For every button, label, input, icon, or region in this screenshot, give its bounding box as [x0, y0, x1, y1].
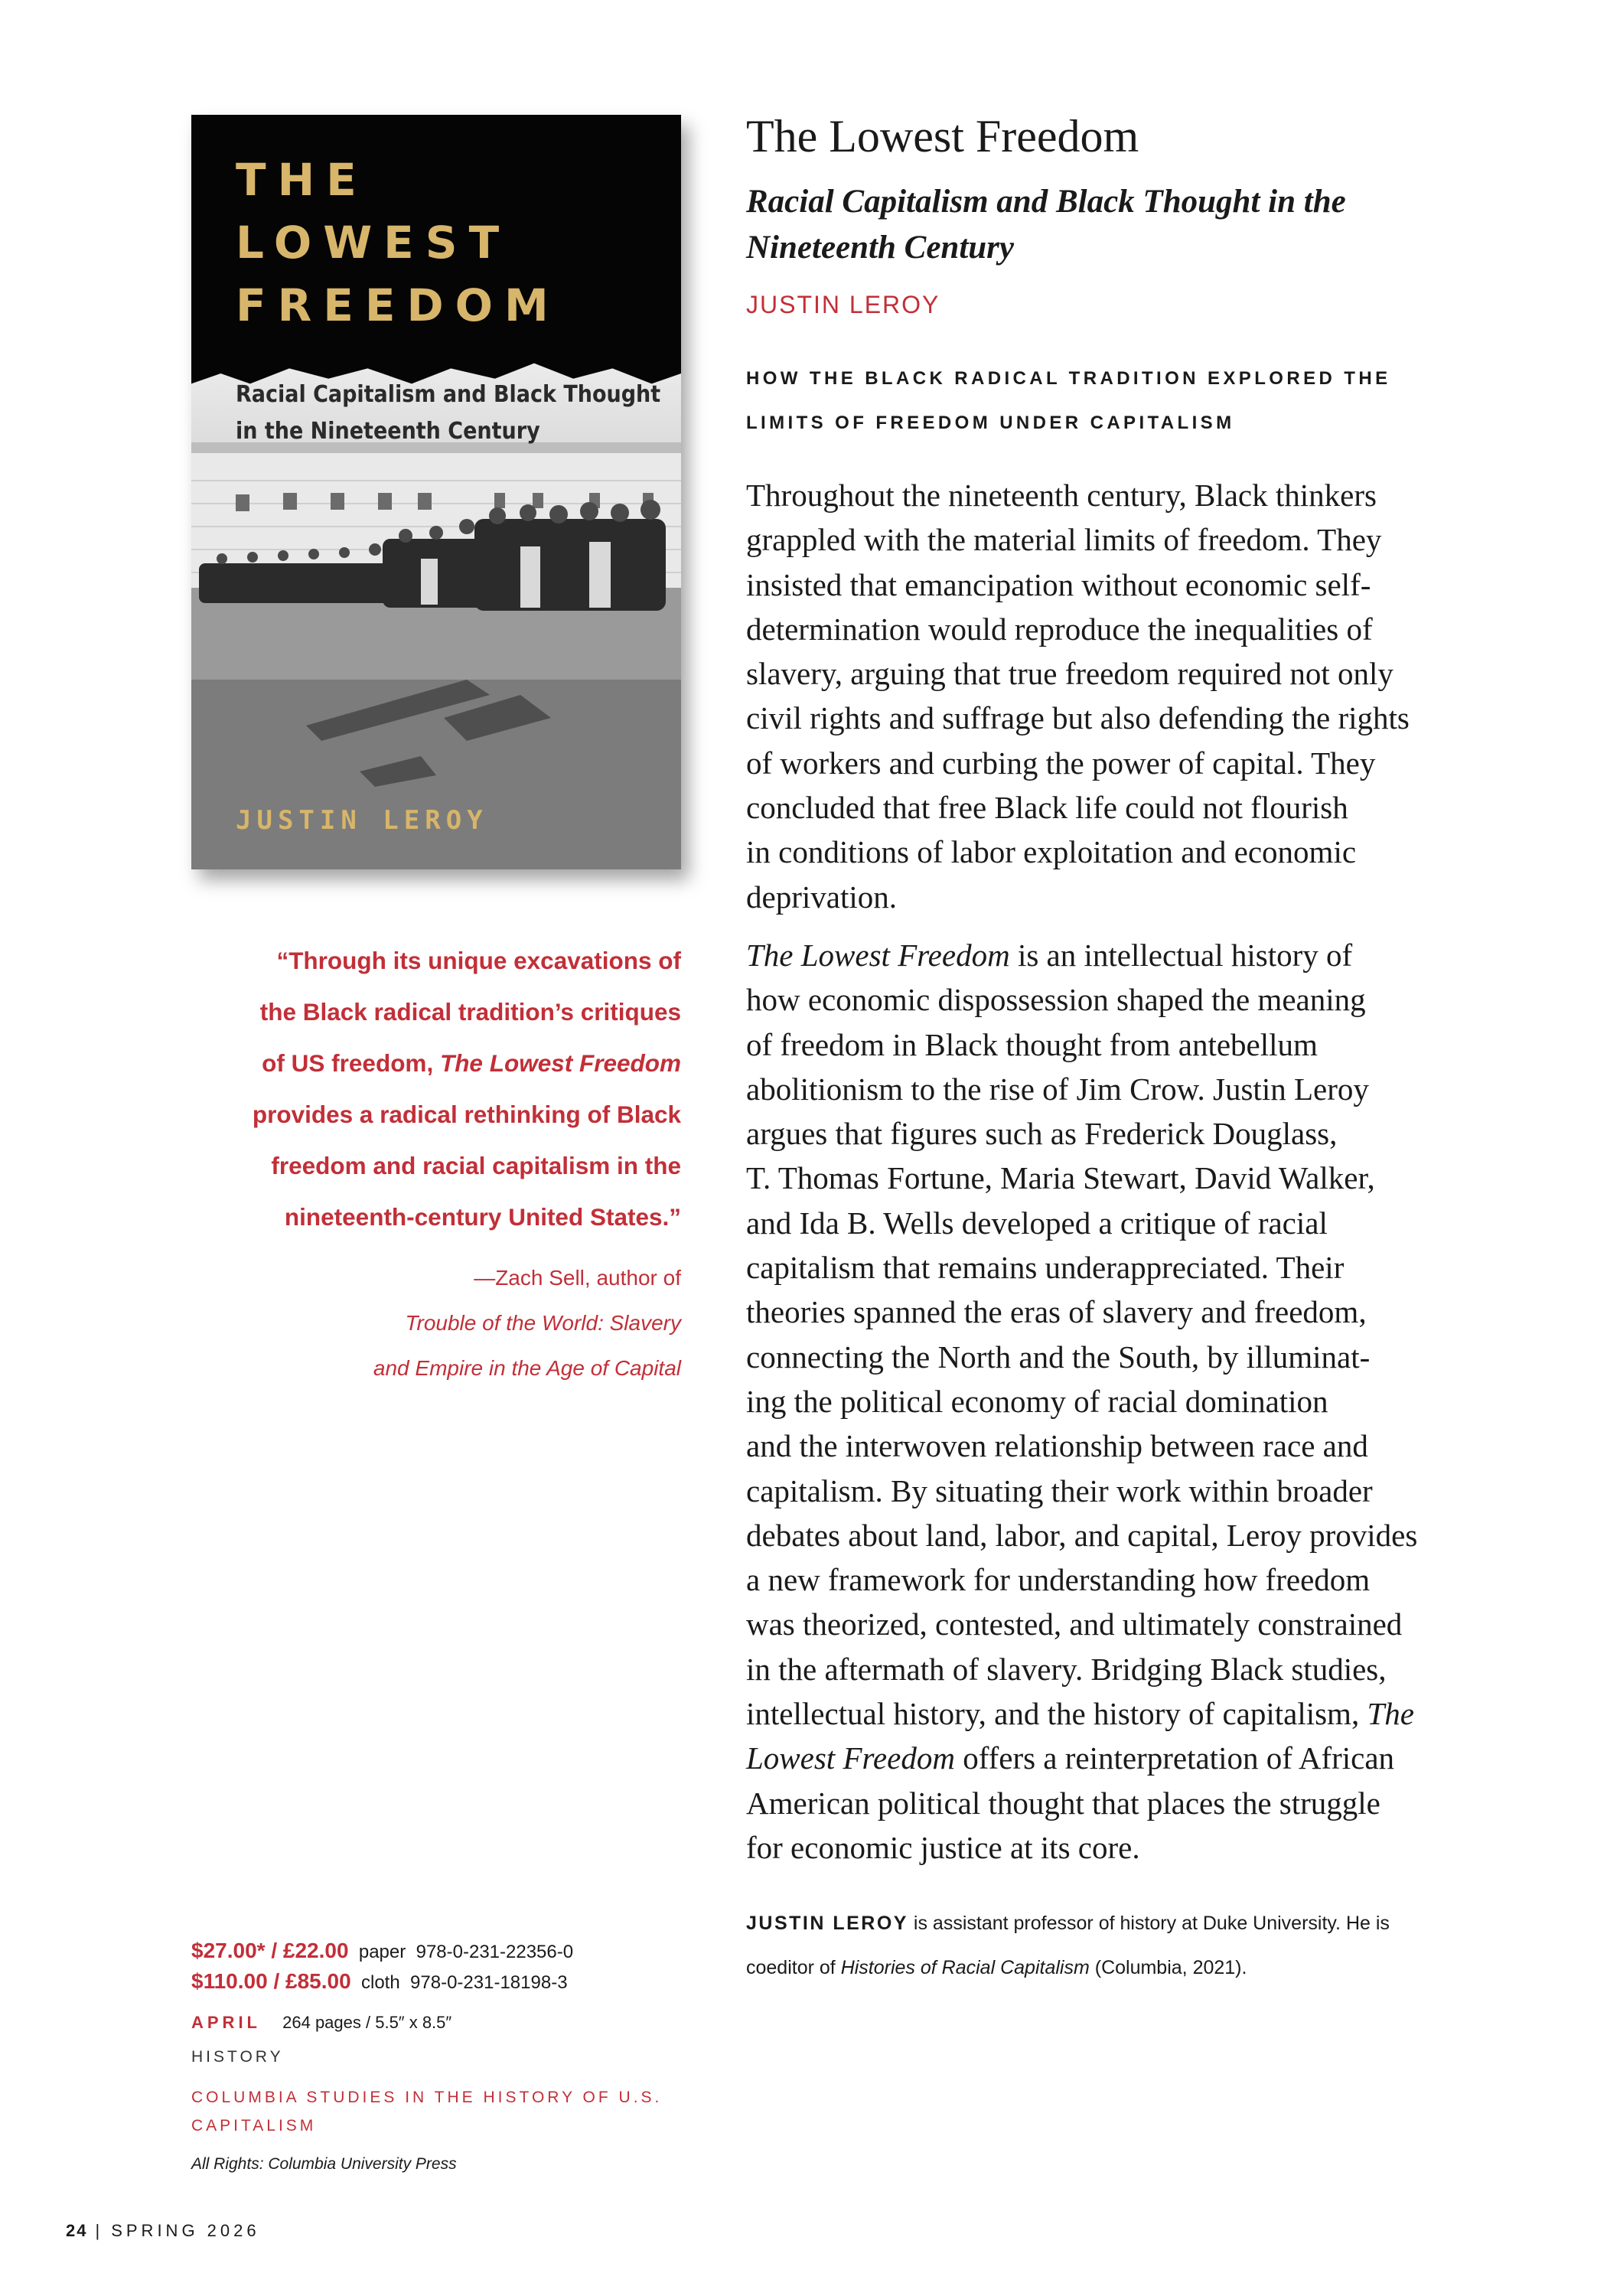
text-line: insisted that emancipation without economic self- [746, 566, 1371, 602]
text-line: slavery, arguing that true freedom required not only [746, 656, 1393, 692]
text-line: and the interwoven relationship between race and [746, 1428, 1368, 1464]
text-line [746, 1736, 1465, 1780]
text-fragment: offers a reinterpretation of African [954, 1740, 1395, 1776]
cover-title-line: THE [236, 154, 368, 206]
pull-quote [191, 935, 681, 1243]
text-line: ing the political economy of racial domination [746, 1383, 1328, 1419]
series-name [191, 2083, 666, 2140]
paper-price: $27.00* / £22.00 [191, 1939, 349, 1962]
quote-line: provides a radical rethinking of Black [252, 1101, 681, 1128]
text-line: grappled with the material limits of freedom. They [746, 522, 1382, 558]
inline-book-title: Lowest Freedom [746, 1740, 955, 1776]
text-line: American political thought that places the struggle [746, 1785, 1380, 1821]
text-line: how economic dispossession shaped the meaning [746, 982, 1366, 1018]
text-line: deprivation. [746, 879, 897, 915]
bio-text: (Columbia, 2021). [1089, 1957, 1247, 1978]
cloth-format: cloth [361, 1972, 400, 1993]
attribution-book: Trouble of the World: Slavery [405, 1311, 681, 1335]
book-description [746, 473, 1465, 1870]
pricing-block [191, 1936, 727, 2174]
bio-book-title: Histories of Racial Capitalism [840, 1957, 1090, 1978]
text-line: concluded that free Black life could not flourish [746, 790, 1348, 826]
quote-line: the Black radical tradition’s critiques [259, 998, 681, 1026]
quote-line: nineteenth-century United States.” [284, 1203, 681, 1231]
catalog-season: SPRING 2026 [111, 2221, 260, 2240]
cover-title-line: LOWEST [236, 217, 511, 269]
cover-subtitle-line: in the Nineteenth Century [236, 418, 540, 445]
paper-isbn: 978-0-231-22356-0 [416, 1942, 574, 1962]
cloth-price: $110.00 / £85.00 [191, 1969, 351, 1993]
text-line: of workers and curbing the power of capital. They [746, 745, 1376, 781]
text-line: a new framework for understanding how freedom [746, 1562, 1371, 1598]
text-line: civil rights and suffrage but also defending the rights [746, 700, 1410, 736]
inline-book-title: The [1367, 1696, 1414, 1732]
cover-subtitle-line: Racial Capitalism and Black Thought [236, 381, 661, 408]
text-line: abolitionism to the rise of Jim Crow. Justin Leroy [746, 1071, 1369, 1107]
pub-month: APRIL [191, 2013, 261, 2032]
text-line: capitalism that remains underappreciated. Their [746, 1250, 1345, 1286]
description-paragraph-2 [746, 933, 1465, 1870]
publication-info [191, 2013, 727, 2033]
quote-line: “Through its unique excavations of [276, 947, 681, 974]
text-line: Throughout the nineteenth century, Black thinkers [746, 478, 1377, 513]
text-fragment: is an intellectual history of [1009, 937, 1353, 973]
quote-attribution [191, 1255, 681, 1391]
footer-separator: | [95, 2221, 104, 2240]
text-line: for economic justice at its core. [746, 1829, 1140, 1865]
cover-title-line: FREEDOM [236, 279, 560, 331]
subtitle-line: Nineteenth Century [746, 230, 1015, 266]
paper-format: paper [358, 1942, 406, 1962]
cover-title [236, 148, 560, 337]
text-line: debates about land, labor, and capital, Leroy provides [746, 1517, 1418, 1553]
quote-book-title: The Lowest Freedom [439, 1049, 681, 1077]
text-line: theories spanned the eras of slavery and freedom, [746, 1294, 1367, 1330]
quote-line: of US freedom, [262, 1049, 440, 1077]
cover-subtitle [236, 377, 660, 450]
book-title: The Lowest Freedom [746, 111, 1139, 161]
tagline-line: HOW THE BLACK RADICAL TRADITION EXPLORED THE [746, 368, 1391, 389]
text-line: was theorized, contested, and ultimately constrained [746, 1606, 1403, 1642]
bio-line [746, 1901, 1450, 1945]
author-bio [746, 1901, 1450, 1990]
text-line [746, 933, 1465, 977]
cover-author: JUSTIN LEROY [236, 805, 488, 836]
price-paper [191, 1936, 727, 1967]
text-line: in the aftermath of slavery. Bridging Black studies, [746, 1651, 1387, 1687]
text-line: T. Thomas Fortune, Maria Stewart, David Walker, [746, 1160, 1375, 1196]
attribution-author: —Zach Sell, author of [474, 1266, 681, 1290]
subject-category: HISTORY [191, 2048, 284, 2066]
text-line: determination would reproduce the inequalities of [746, 611, 1373, 647]
bio-author-name: JUSTIN LEROY [746, 1913, 908, 1934]
bio-text: coeditor of [746, 1957, 841, 1978]
quote-line: freedom and racial capitalism in the [271, 1152, 681, 1179]
book-author: JUSTIN LEROY [746, 291, 940, 318]
text-line: connecting the North and the South, by illuminat- [746, 1339, 1371, 1375]
subtitle-line: Racial Capitalism and Black Thought in the [746, 184, 1346, 220]
text-line: in conditions of labor exploitation and economic [746, 834, 1357, 870]
bio-line [746, 1945, 1450, 1990]
text-fragment: intellectual history, and the history of capitalism, [746, 1696, 1367, 1732]
text-line: and Ida B. Wells developed a critique of racial [746, 1205, 1328, 1241]
attribution-book: and Empire in the Age of Capital [373, 1356, 681, 1380]
series-line: COLUMBIA STUDIES IN THE HISTORY OF U.S. [191, 2089, 663, 2106]
tagline-line: LIMITS OF FREEDOM UNDER CAPITALISM [746, 413, 1235, 433]
page-count: 264 pages / 5.5″ x 8.5″ [282, 2013, 452, 2032]
book-tagline [746, 357, 1390, 445]
text-line: capitalism. By situating their work within broader [746, 1473, 1373, 1508]
book-cover [191, 115, 681, 869]
series-line: CAPITALISM [191, 2117, 317, 2135]
rights-info: All Rights: Columbia University Press [191, 2155, 457, 2173]
bio-text: is assistant professor of history at Duke University. He is [908, 1913, 1390, 1934]
inline-book-title: The Lowest Freedom [746, 937, 1010, 973]
text-line: argues that figures such as Frederick Douglass, [746, 1116, 1338, 1152]
price-cloth [191, 1967, 727, 1998]
page-number: 24 [66, 2221, 88, 2240]
text-line [746, 1691, 1465, 1736]
description-paragraph-1 [746, 473, 1465, 919]
cloth-isbn: 978-0-231-18198-3 [410, 1972, 568, 1993]
text-line: of freedom in Black thought from antebellum [746, 1026, 1318, 1062]
book-subtitle [746, 179, 1435, 271]
page-footer [66, 2221, 260, 2241]
